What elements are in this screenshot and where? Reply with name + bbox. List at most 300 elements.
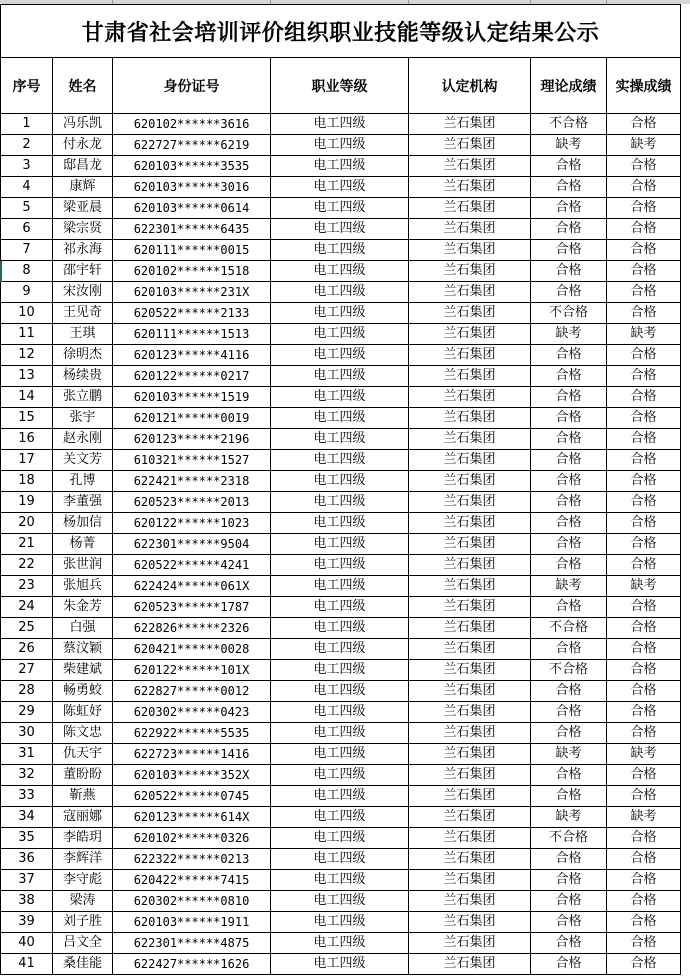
id-number-cell[interactable]: 622727******6219 (113, 135, 271, 156)
theory-score-cell[interactable]: 合格 (531, 408, 607, 429)
seq-cell[interactable]: 8 (1, 261, 53, 282)
org-cell[interactable]: 兰石集团 (409, 723, 531, 744)
level-cell[interactable]: 电工四级 (271, 828, 409, 849)
theory-score-cell[interactable]: 合格 (531, 786, 607, 807)
table-row[interactable] (1, 765, 681, 786)
practice-score-cell[interactable]: 合格 (607, 198, 681, 219)
id-number-cell[interactable]: 620302******0810 (113, 891, 271, 912)
org-cell[interactable]: 兰石集团 (409, 324, 531, 345)
seq-cell[interactable]: 32 (1, 765, 53, 786)
name-cell[interactable]: 李皓玥 (53, 828, 113, 849)
practice-score-cell[interactable]: 合格 (607, 933, 681, 954)
org-cell[interactable]: 兰石集团 (409, 408, 531, 429)
level-cell[interactable]: 电工四级 (271, 177, 409, 198)
name-cell[interactable]: 寇丽娜 (53, 807, 113, 828)
table-row[interactable] (1, 597, 681, 618)
seq-cell[interactable]: 22 (1, 555, 53, 576)
table-row[interactable] (1, 828, 681, 849)
practice-score-cell[interactable]: 合格 (607, 345, 681, 366)
theory-score-cell[interactable]: 合格 (531, 639, 607, 660)
seq-cell[interactable]: 31 (1, 744, 53, 765)
id-number-cell[interactable]: 622723******1416 (113, 744, 271, 765)
name-cell[interactable]: 蔡汶颖 (53, 639, 113, 660)
name-cell[interactable]: 梁亚晨 (53, 198, 113, 219)
theory-score-cell[interactable]: 合格 (531, 366, 607, 387)
table-row[interactable] (1, 219, 681, 240)
org-cell[interactable]: 兰石集团 (409, 891, 531, 912)
name-cell[interactable]: 李董强 (53, 492, 113, 513)
org-cell[interactable]: 兰石集团 (409, 807, 531, 828)
theory-score-cell[interactable]: 不合格 (531, 660, 607, 681)
seq-cell[interactable]: 29 (1, 702, 53, 723)
practice-score-cell[interactable]: 合格 (607, 912, 681, 933)
id-number-cell[interactable]: 620103******0614 (113, 198, 271, 219)
theory-score-cell[interactable]: 不合格 (531, 828, 607, 849)
seq-cell[interactable]: 12 (1, 345, 53, 366)
seq-cell[interactable]: 35 (1, 828, 53, 849)
seq-cell[interactable]: 28 (1, 681, 53, 702)
name-cell[interactable]: 柴建斌 (53, 660, 113, 681)
id-number-cell[interactable]: 620103******3016 (113, 177, 271, 198)
seq-cell[interactable]: 23 (1, 576, 53, 597)
level-cell[interactable]: 电工四级 (271, 219, 409, 240)
table-row[interactable] (1, 198, 681, 219)
theory-score-cell[interactable]: 缺考 (531, 807, 607, 828)
org-cell[interactable]: 兰石集团 (409, 513, 531, 534)
theory-score-cell[interactable]: 合格 (531, 534, 607, 555)
id-number-cell[interactable]: 620123******2196 (113, 429, 271, 450)
practice-score-cell[interactable]: 合格 (607, 723, 681, 744)
seq-cell[interactable]: 4 (1, 177, 53, 198)
id-number-cell[interactable]: 622301******4875 (113, 933, 271, 954)
org-cell[interactable]: 兰石集团 (409, 219, 531, 240)
name-cell[interactable]: 孔博 (53, 471, 113, 492)
level-cell[interactable]: 电工四级 (271, 681, 409, 702)
table-row[interactable] (1, 660, 681, 681)
theory-score-cell[interactable]: 合格 (531, 198, 607, 219)
practice-score-cell[interactable]: 合格 (607, 303, 681, 324)
practice-score-cell[interactable]: 合格 (607, 471, 681, 492)
seq-cell[interactable]: 25 (1, 618, 53, 639)
name-cell[interactable]: 邸昌龙 (53, 156, 113, 177)
seq-cell[interactable]: 30 (1, 723, 53, 744)
theory-score-cell[interactable]: 合格 (531, 177, 607, 198)
seq-cell[interactable]: 39 (1, 912, 53, 933)
practice-score-cell[interactable]: 合格 (607, 702, 681, 723)
name-cell[interactable]: 梁涛 (53, 891, 113, 912)
level-cell[interactable]: 电工四级 (271, 870, 409, 891)
practice-score-cell[interactable]: 缺考 (607, 576, 681, 597)
org-cell[interactable]: 兰石集团 (409, 366, 531, 387)
org-cell[interactable]: 兰石集团 (409, 282, 531, 303)
id-number-cell[interactable]: 620522******0745 (113, 786, 271, 807)
org-cell[interactable]: 兰石集团 (409, 240, 531, 261)
theory-score-cell[interactable]: 合格 (531, 555, 607, 576)
level-cell[interactable]: 电工四级 (271, 933, 409, 954)
name-cell[interactable]: 白强 (53, 618, 113, 639)
theory-score-cell[interactable]: 合格 (531, 429, 607, 450)
table-row[interactable] (1, 366, 681, 387)
table-row[interactable] (1, 912, 681, 933)
level-cell[interactable]: 电工四级 (271, 240, 409, 261)
theory-score-cell[interactable]: 合格 (531, 345, 607, 366)
level-cell[interactable]: 电工四级 (271, 723, 409, 744)
org-cell[interactable]: 兰石集团 (409, 849, 531, 870)
org-cell[interactable]: 兰石集团 (409, 177, 531, 198)
table-row[interactable] (1, 450, 681, 471)
theory-score-cell[interactable]: 合格 (531, 156, 607, 177)
table-row[interactable] (1, 891, 681, 912)
id-number-cell[interactable]: 622826******2326 (113, 618, 271, 639)
level-cell[interactable]: 电工四级 (271, 303, 409, 324)
org-cell[interactable]: 兰石集团 (409, 912, 531, 933)
table-row[interactable] (1, 744, 681, 765)
level-cell[interactable]: 电工四级 (271, 387, 409, 408)
id-number-cell[interactable]: 620103******231X (113, 282, 271, 303)
practice-score-cell[interactable]: 合格 (607, 681, 681, 702)
name-cell[interactable]: 畅勇蛟 (53, 681, 113, 702)
id-number-cell[interactable]: 620102******0326 (113, 828, 271, 849)
practice-score-cell[interactable]: 合格 (607, 387, 681, 408)
name-cell[interactable]: 陈文忠 (53, 723, 113, 744)
level-cell[interactable]: 电工四级 (271, 471, 409, 492)
name-cell[interactable]: 冯乐凯 (53, 114, 113, 135)
level-cell[interactable]: 电工四级 (271, 261, 409, 282)
table-row[interactable] (1, 870, 681, 891)
org-cell[interactable]: 兰石集团 (409, 765, 531, 786)
practice-score-cell[interactable]: 缺考 (607, 807, 681, 828)
id-number-cell[interactable]: 622322******0213 (113, 849, 271, 870)
level-cell[interactable]: 电工四级 (271, 555, 409, 576)
seq-cell[interactable]: 1 (1, 114, 53, 135)
level-cell[interactable]: 电工四级 (271, 492, 409, 513)
seq-cell[interactable]: 7 (1, 240, 53, 261)
theory-score-cell[interactable]: 合格 (531, 513, 607, 534)
theory-score-cell[interactable]: 缺考 (531, 324, 607, 345)
level-cell[interactable]: 电工四级 (271, 345, 409, 366)
table-row[interactable] (1, 429, 681, 450)
org-cell[interactable]: 兰石集团 (409, 744, 531, 765)
practice-score-cell[interactable]: 合格 (607, 408, 681, 429)
level-cell[interactable]: 电工四级 (271, 597, 409, 618)
org-cell[interactable]: 兰石集团 (409, 576, 531, 597)
practice-score-cell[interactable]: 合格 (607, 870, 681, 891)
practice-score-cell[interactable]: 合格 (607, 786, 681, 807)
name-cell[interactable]: 梁宗贤 (53, 219, 113, 240)
org-cell[interactable]: 兰石集团 (409, 156, 531, 177)
table-row[interactable] (1, 555, 681, 576)
table-row[interactable] (1, 954, 681, 975)
table-row[interactable] (1, 513, 681, 534)
level-cell[interactable]: 电工四级 (271, 912, 409, 933)
theory-score-cell[interactable]: 缺考 (531, 744, 607, 765)
table-row[interactable] (1, 345, 681, 366)
table-row[interactable] (1, 639, 681, 660)
id-number-cell[interactable]: 622301******9504 (113, 534, 271, 555)
name-cell[interactable]: 董盼盼 (53, 765, 113, 786)
seq-cell[interactable]: 2 (1, 135, 53, 156)
seq-cell[interactable]: 26 (1, 639, 53, 660)
name-cell[interactable]: 李辉洋 (53, 849, 113, 870)
level-cell[interactable]: 电工四级 (271, 534, 409, 555)
level-cell[interactable]: 电工四级 (271, 513, 409, 534)
name-cell[interactable]: 张宇 (53, 408, 113, 429)
seq-cell[interactable]: 17 (1, 450, 53, 471)
table-row[interactable] (1, 408, 681, 429)
table-row[interactable] (1, 702, 681, 723)
level-cell[interactable]: 电工四级 (271, 429, 409, 450)
org-cell[interactable]: 兰石集团 (409, 261, 531, 282)
theory-score-cell[interactable]: 合格 (531, 597, 607, 618)
practice-score-cell[interactable]: 合格 (607, 534, 681, 555)
practice-score-cell[interactable]: 合格 (607, 177, 681, 198)
seq-cell[interactable]: 40 (1, 933, 53, 954)
practice-score-cell[interactable]: 合格 (607, 366, 681, 387)
id-number-cell[interactable]: 610321******1527 (113, 450, 271, 471)
level-cell[interactable]: 电工四级 (271, 408, 409, 429)
theory-score-cell[interactable]: 合格 (531, 849, 607, 870)
name-cell[interactable]: 邵宇轩 (53, 261, 113, 282)
org-cell[interactable]: 兰石集团 (409, 198, 531, 219)
practice-score-cell[interactable]: 合格 (607, 765, 681, 786)
org-cell[interactable]: 兰石集团 (409, 828, 531, 849)
theory-score-cell[interactable]: 合格 (531, 282, 607, 303)
table-row[interactable] (1, 114, 681, 135)
org-cell[interactable]: 兰石集团 (409, 135, 531, 156)
table-row[interactable] (1, 618, 681, 639)
level-cell[interactable]: 电工四级 (271, 765, 409, 786)
theory-score-cell[interactable]: 缺考 (531, 576, 607, 597)
table-row[interactable] (1, 240, 681, 261)
org-cell[interactable]: 兰石集团 (409, 429, 531, 450)
theory-score-cell[interactable]: 合格 (531, 387, 607, 408)
name-cell[interactable]: 关文芳 (53, 450, 113, 471)
level-cell[interactable]: 电工四级 (271, 618, 409, 639)
theory-score-cell[interactable]: 合格 (531, 912, 607, 933)
level-cell[interactable]: 电工四级 (271, 282, 409, 303)
id-number-cell[interactable]: 620123******4116 (113, 345, 271, 366)
practice-score-cell[interactable]: 合格 (607, 891, 681, 912)
practice-score-cell[interactable]: 合格 (607, 156, 681, 177)
practice-score-cell[interactable]: 合格 (607, 513, 681, 534)
org-cell[interactable]: 兰石集团 (409, 345, 531, 366)
practice-score-cell[interactable]: 缺考 (607, 135, 681, 156)
practice-score-cell[interactable]: 合格 (607, 954, 681, 975)
id-number-cell[interactable]: 620102******1518 (113, 261, 271, 282)
org-cell[interactable]: 兰石集团 (409, 450, 531, 471)
org-cell[interactable]: 兰石集团 (409, 933, 531, 954)
table-row[interactable] (1, 156, 681, 177)
theory-score-cell[interactable]: 合格 (531, 702, 607, 723)
level-cell[interactable]: 电工四级 (271, 366, 409, 387)
id-number-cell[interactable]: 620122******101X (113, 660, 271, 681)
theory-score-cell[interactable]: 合格 (531, 240, 607, 261)
level-cell[interactable]: 电工四级 (271, 891, 409, 912)
id-number-cell[interactable]: 620422******7415 (113, 870, 271, 891)
seq-cell[interactable]: 36 (1, 849, 53, 870)
table-row[interactable] (1, 849, 681, 870)
level-cell[interactable]: 电工四级 (271, 660, 409, 681)
table-row[interactable] (1, 933, 681, 954)
practice-score-cell[interactable]: 合格 (607, 282, 681, 303)
name-cell[interactable]: 杨菁 (53, 534, 113, 555)
seq-cell[interactable]: 10 (1, 303, 53, 324)
org-cell[interactable]: 兰石集团 (409, 639, 531, 660)
table-row[interactable] (1, 261, 681, 282)
id-number-cell[interactable]: 620421******0028 (113, 639, 271, 660)
practice-score-cell[interactable]: 合格 (607, 597, 681, 618)
org-cell[interactable]: 兰石集团 (409, 954, 531, 975)
org-cell[interactable]: 兰石集团 (409, 660, 531, 681)
id-number-cell[interactable]: 620523******1787 (113, 597, 271, 618)
table-row[interactable] (1, 303, 681, 324)
theory-score-cell[interactable]: 不合格 (531, 303, 607, 324)
name-cell[interactable]: 王见奇 (53, 303, 113, 324)
table-row[interactable] (1, 471, 681, 492)
theory-score-cell[interactable]: 合格 (531, 765, 607, 786)
org-cell[interactable]: 兰石集团 (409, 870, 531, 891)
seq-cell[interactable]: 20 (1, 513, 53, 534)
seq-cell[interactable]: 27 (1, 660, 53, 681)
practice-score-cell[interactable]: 合格 (607, 450, 681, 471)
seq-cell[interactable]: 11 (1, 324, 53, 345)
seq-cell[interactable]: 41 (1, 954, 53, 975)
level-cell[interactable]: 电工四级 (271, 786, 409, 807)
seq-cell[interactable]: 14 (1, 387, 53, 408)
id-number-cell[interactable]: 620102******3616 (113, 114, 271, 135)
seq-cell[interactable]: 33 (1, 786, 53, 807)
practice-score-cell[interactable]: 合格 (607, 828, 681, 849)
org-cell[interactable]: 兰石集团 (409, 555, 531, 576)
practice-score-cell[interactable]: 合格 (607, 639, 681, 660)
name-cell[interactable]: 徐明杰 (53, 345, 113, 366)
table-row[interactable] (1, 534, 681, 555)
seq-cell[interactable]: 18 (1, 471, 53, 492)
practice-score-cell[interactable]: 合格 (607, 261, 681, 282)
id-number-cell[interactable]: 620302******0423 (113, 702, 271, 723)
org-cell[interactable]: 兰石集团 (409, 534, 531, 555)
name-cell[interactable]: 刘子胜 (53, 912, 113, 933)
practice-score-cell[interactable]: 合格 (607, 240, 681, 261)
theory-score-cell[interactable]: 合格 (531, 492, 607, 513)
practice-score-cell[interactable]: 合格 (607, 492, 681, 513)
seq-cell[interactable]: 37 (1, 870, 53, 891)
theory-score-cell[interactable]: 合格 (531, 471, 607, 492)
name-cell[interactable]: 李守彪 (53, 870, 113, 891)
level-cell[interactable]: 电工四级 (271, 639, 409, 660)
seq-cell[interactable]: 5 (1, 198, 53, 219)
id-number-cell[interactable]: 620103******3535 (113, 156, 271, 177)
table-row[interactable] (1, 135, 681, 156)
level-cell[interactable]: 电工四级 (271, 198, 409, 219)
level-cell[interactable]: 电工四级 (271, 849, 409, 870)
name-cell[interactable]: 朱金芳 (53, 597, 113, 618)
seq-cell[interactable]: 16 (1, 429, 53, 450)
practice-score-cell[interactable]: 缺考 (607, 744, 681, 765)
id-number-cell[interactable]: 620122******1023 (113, 513, 271, 534)
level-cell[interactable]: 电工四级 (271, 954, 409, 975)
seq-cell[interactable]: 34 (1, 807, 53, 828)
id-number-cell[interactable]: 622827******0012 (113, 681, 271, 702)
theory-score-cell[interactable]: 合格 (531, 261, 607, 282)
theory-score-cell[interactable]: 不合格 (531, 618, 607, 639)
table-row[interactable] (1, 324, 681, 345)
theory-score-cell[interactable]: 合格 (531, 723, 607, 744)
theory-score-cell[interactable]: 合格 (531, 933, 607, 954)
seq-cell[interactable]: 24 (1, 597, 53, 618)
table-row[interactable] (1, 387, 681, 408)
level-cell[interactable]: 电工四级 (271, 807, 409, 828)
level-cell[interactable]: 电工四级 (271, 324, 409, 345)
id-number-cell[interactable]: 620121******0019 (113, 408, 271, 429)
level-cell[interactable]: 电工四级 (271, 702, 409, 723)
id-number-cell[interactable]: 620523******2013 (113, 492, 271, 513)
seq-cell[interactable]: 13 (1, 366, 53, 387)
table-row[interactable] (1, 723, 681, 744)
level-cell[interactable]: 电工四级 (271, 744, 409, 765)
id-number-cell[interactable]: 622421******2318 (113, 471, 271, 492)
name-cell[interactable]: 靳燕 (53, 786, 113, 807)
org-cell[interactable]: 兰石集团 (409, 702, 531, 723)
theory-score-cell[interactable]: 合格 (531, 450, 607, 471)
org-cell[interactable]: 兰石集团 (409, 618, 531, 639)
name-cell[interactable]: 杨加信 (53, 513, 113, 534)
theory-score-cell[interactable]: 合格 (531, 681, 607, 702)
org-cell[interactable]: 兰石集团 (409, 492, 531, 513)
level-cell[interactable]: 电工四级 (271, 114, 409, 135)
name-cell[interactable]: 康辉 (53, 177, 113, 198)
theory-score-cell[interactable]: 合格 (531, 870, 607, 891)
theory-score-cell[interactable]: 缺考 (531, 135, 607, 156)
name-cell[interactable]: 陈虹妤 (53, 702, 113, 723)
id-number-cell[interactable]: 620111******0015 (113, 240, 271, 261)
id-number-cell[interactable]: 620123******614X (113, 807, 271, 828)
practice-score-cell[interactable]: 合格 (607, 114, 681, 135)
table-row[interactable] (1, 807, 681, 828)
seq-cell[interactable]: 9 (1, 282, 53, 303)
table-row[interactable] (1, 786, 681, 807)
name-cell[interactable]: 张世润 (53, 555, 113, 576)
id-number-cell[interactable]: 622922******5535 (113, 723, 271, 744)
id-number-cell[interactable]: 620111******1513 (113, 324, 271, 345)
table-row[interactable] (1, 576, 681, 597)
id-number-cell[interactable]: 620122******0217 (113, 366, 271, 387)
id-number-cell[interactable]: 620103******352X (113, 765, 271, 786)
id-number-cell[interactable]: 622301******6435 (113, 219, 271, 240)
name-cell[interactable]: 宋汝刚 (53, 282, 113, 303)
practice-score-cell[interactable]: 合格 (607, 555, 681, 576)
theory-score-cell[interactable]: 不合格 (531, 114, 607, 135)
id-number-cell[interactable]: 622424******061X (113, 576, 271, 597)
theory-score-cell[interactable]: 合格 (531, 891, 607, 912)
name-cell[interactable]: 赵永刚 (53, 429, 113, 450)
seq-cell[interactable]: 21 (1, 534, 53, 555)
id-number-cell[interactable]: 620103******1911 (113, 912, 271, 933)
table-row[interactable] (1, 492, 681, 513)
level-cell[interactable]: 电工四级 (271, 450, 409, 471)
practice-score-cell[interactable]: 缺考 (607, 324, 681, 345)
org-cell[interactable]: 兰石集团 (409, 681, 531, 702)
org-cell[interactable]: 兰石集团 (409, 786, 531, 807)
name-cell[interactable]: 张立鹏 (53, 387, 113, 408)
level-cell[interactable]: 电工四级 (271, 135, 409, 156)
table-row[interactable] (1, 177, 681, 198)
name-cell[interactable]: 吕文全 (53, 933, 113, 954)
id-number-cell[interactable]: 620103******1519 (113, 387, 271, 408)
id-number-cell[interactable]: 622427******1626 (113, 954, 271, 975)
org-cell[interactable]: 兰石集团 (409, 597, 531, 618)
practice-score-cell[interactable]: 合格 (607, 429, 681, 450)
